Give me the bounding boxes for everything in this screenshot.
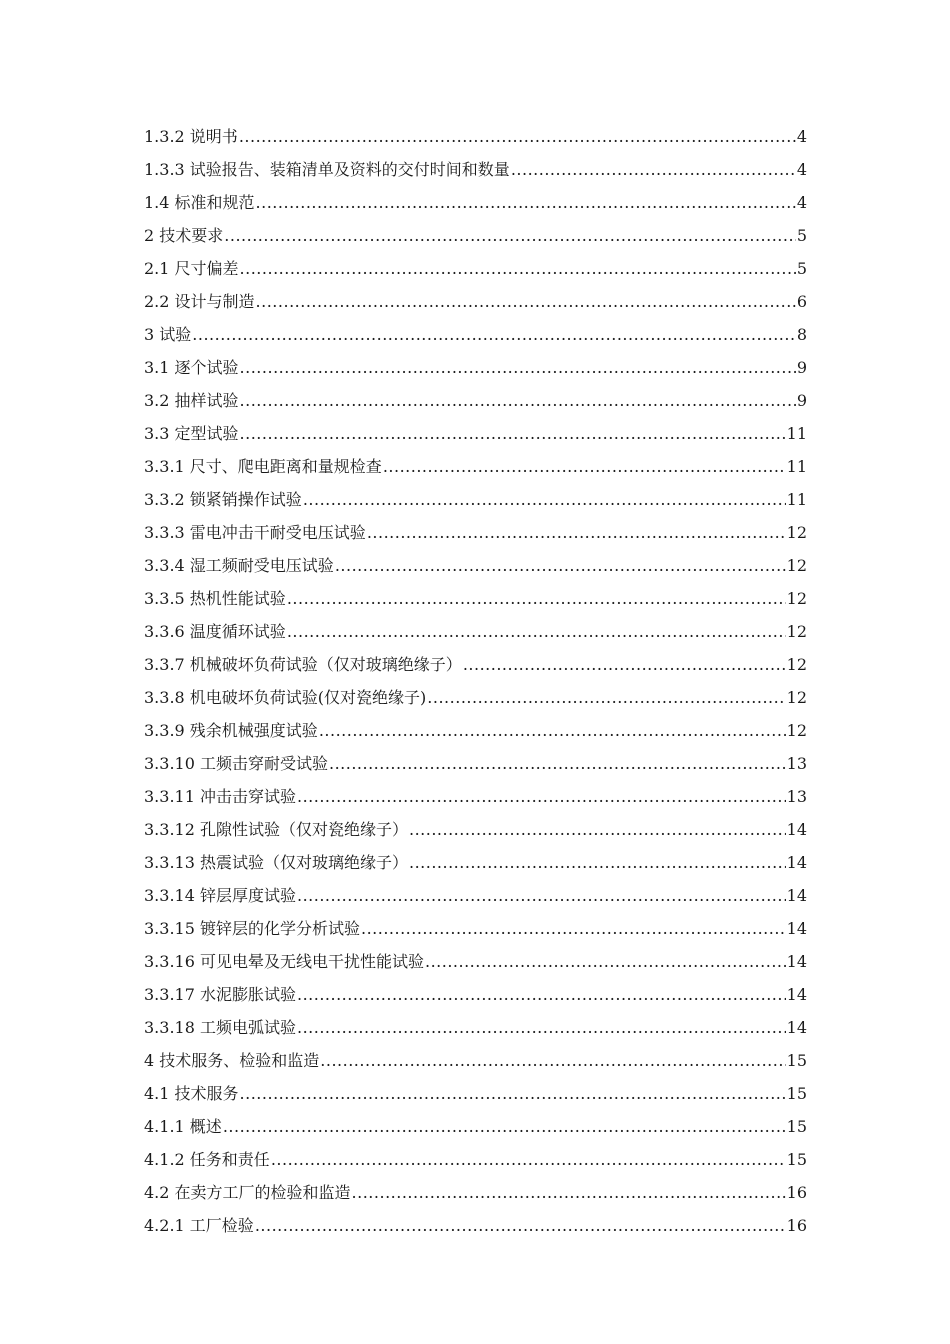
toc-dot-leader (463, 654, 786, 676)
toc-entry[interactable] (144, 1105, 807, 1138)
toc-entry-title: 3.3.18 工频电弧试验 (144, 1018, 296, 1037)
toc-dot-leader (297, 786, 786, 808)
toc-entry-page: 13 (786, 787, 807, 806)
toc-entry-page: 11 (786, 424, 807, 443)
toc-entry-title: 3.3.10 工频击穿耐受试验 (144, 754, 328, 773)
toc-entry-page: 4 (796, 193, 807, 212)
toc-entry[interactable] (144, 181, 807, 214)
toc-entry-page: 13 (786, 754, 807, 773)
toc-entry-title: 4.2.1 工厂检验 (144, 1216, 254, 1235)
toc-entry[interactable] (144, 412, 807, 445)
toc-dot-leader (256, 192, 796, 214)
toc-entry-title: 4 技术服务、检验和监造 (144, 1051, 320, 1070)
toc-entry-page: 12 (786, 721, 807, 740)
toc-dot-leader (409, 819, 786, 841)
toc-entry-title: 3.3.11 冲击击穿试验 (144, 787, 296, 806)
toc-entry[interactable] (144, 709, 807, 742)
toc-dot-leader (427, 687, 785, 709)
toc-dot-leader (239, 126, 796, 148)
toc-entry-title: 4.1.2 任务和责任 (144, 1150, 270, 1169)
toc-entry-page: 15 (786, 1150, 807, 1169)
toc-entry[interactable] (144, 478, 807, 511)
toc-entry-title: 3.3.8 机电破坏负荷试验(仅对瓷绝缘子) (144, 688, 427, 707)
toc-entry-page: 11 (786, 490, 807, 509)
toc-entry-page: 6 (796, 292, 807, 311)
toc-entry-page: 14 (786, 919, 807, 938)
toc-entry[interactable] (144, 1171, 807, 1204)
toc-entry[interactable] (144, 841, 807, 874)
toc-entry[interactable] (144, 544, 807, 577)
toc-entry-title: 1.3.3 试验报告、装箱清单及资料的交付时间和数量 (144, 160, 510, 179)
toc-dot-leader (287, 621, 786, 643)
toc-entry[interactable] (144, 973, 807, 1006)
toc-entry-title: 3.3.2 锁紧销操作试验 (144, 490, 302, 509)
toc-entry[interactable] (144, 1138, 807, 1171)
toc-dot-leader (409, 852, 786, 874)
toc-dot-leader (271, 1149, 786, 1171)
toc-entry[interactable] (144, 214, 807, 247)
toc-entry[interactable] (144, 115, 807, 148)
toc-dot-leader (297, 984, 786, 1006)
toc-entry[interactable] (144, 808, 807, 841)
toc-entry-title: 3.3 定型试验 (144, 424, 239, 443)
toc-entry[interactable] (144, 346, 807, 379)
table-of-contents (144, 115, 807, 1237)
toc-dot-leader (320, 1050, 785, 1072)
toc-entry[interactable] (144, 1072, 807, 1105)
toc-entry-page: 12 (786, 655, 807, 674)
toc-entry-title: 3.3.5 热机性能试验 (144, 589, 286, 608)
toc-dot-leader (224, 225, 796, 247)
toc-entry[interactable] (144, 907, 807, 940)
toc-dot-leader (240, 258, 796, 280)
toc-entry-title: 3.3.7 机械破坏负荷试验（仅对玻璃绝缘子） (144, 655, 462, 674)
toc-dot-leader (297, 1017, 786, 1039)
toc-dot-leader (192, 324, 796, 346)
toc-entry[interactable] (144, 775, 807, 808)
toc-entry[interactable] (144, 874, 807, 907)
toc-dot-leader (240, 390, 796, 412)
toc-entry-page: 5 (796, 259, 807, 278)
toc-entry[interactable] (144, 1006, 807, 1039)
toc-entry-title: 4.1.1 概述 (144, 1117, 222, 1136)
toc-dot-leader (240, 423, 786, 445)
toc-entry[interactable] (144, 445, 807, 478)
toc-dot-leader (240, 1083, 786, 1105)
toc-entry-page: 15 (786, 1117, 807, 1136)
toc-entry-page: 11 (786, 457, 807, 476)
toc-dot-leader (352, 1182, 786, 1204)
toc-dot-leader (297, 885, 786, 907)
toc-entry-title: 3.3.17 水泥膨胀试验 (144, 985, 296, 1004)
toc-entry-title: 3.3.6 温度循环试验 (144, 622, 286, 641)
toc-entry-page: 4 (796, 160, 807, 179)
toc-entry-title: 2.1 尺寸偏差 (144, 259, 239, 278)
toc-entry-page: 14 (786, 1018, 807, 1037)
toc-entry[interactable] (144, 148, 807, 181)
toc-entry[interactable] (144, 313, 807, 346)
toc-entry-title: 3.3.9 残余机械强度试验 (144, 721, 318, 740)
toc-entry-title: 1.4 标准和规范 (144, 193, 255, 212)
toc-entry-title: 4.2 在卖方工厂的检验和监造 (144, 1183, 351, 1202)
toc-entry[interactable] (144, 280, 807, 313)
toc-entry[interactable] (144, 610, 807, 643)
toc-entry-title: 3.3.16 可见电晕及无线电干扰性能试验 (144, 952, 424, 971)
toc-entry-page: 16 (786, 1183, 807, 1202)
toc-entry-page: 16 (786, 1216, 807, 1235)
toc-entry-page: 12 (786, 589, 807, 608)
toc-entry-page: 14 (786, 853, 807, 872)
toc-entry[interactable] (144, 742, 807, 775)
toc-dot-leader (287, 588, 786, 610)
toc-entry-title: 3.2 抽样试验 (144, 391, 239, 410)
toc-entry-page: 12 (786, 622, 807, 641)
toc-dot-leader (511, 159, 796, 181)
toc-entry-page: 15 (786, 1084, 807, 1103)
toc-entry[interactable] (144, 577, 807, 610)
toc-entry-page: 9 (796, 358, 807, 377)
toc-entry-page: 12 (786, 556, 807, 575)
toc-entry-title: 3.3.3 雷电冲击干耐受电压试验 (144, 523, 366, 542)
toc-entry-page: 5 (796, 226, 807, 245)
toc-entry[interactable] (144, 247, 807, 280)
toc-entry-title: 3.3.13 热震试验（仅对玻璃绝缘子） (144, 853, 408, 872)
toc-dot-leader (223, 1116, 786, 1138)
toc-dot-leader (255, 1215, 786, 1237)
toc-entry[interactable] (144, 1204, 807, 1237)
toc-entry[interactable] (144, 643, 807, 676)
toc-entry[interactable] (144, 511, 807, 544)
toc-entry-page: 14 (786, 886, 807, 905)
toc-dot-leader (383, 456, 786, 478)
toc-entry[interactable] (144, 379, 807, 412)
toc-entry-page: 14 (786, 985, 807, 1004)
toc-entry[interactable] (144, 676, 807, 709)
toc-dot-leader (329, 753, 786, 775)
toc-entry-title: 3.1 逐个试验 (144, 358, 239, 377)
toc-dot-leader (335, 555, 786, 577)
toc-entry-title: 3.3.14 锌层厚度试验 (144, 886, 296, 905)
toc-entry-title: 3.3.1 尺寸、爬电距离和量规检查 (144, 457, 382, 476)
toc-dot-leader (319, 720, 786, 742)
toc-entry-title: 3.3.15 镀锌层的化学分析试验 (144, 919, 360, 938)
toc-entry-title: 3.3.4 湿工频耐受电压试验 (144, 556, 334, 575)
toc-entry-title: 3.3.12 孔隙性试验（仅对瓷绝缘子） (144, 820, 408, 839)
toc-entry-page: 12 (786, 523, 807, 542)
toc-entry-page: 14 (786, 952, 807, 971)
toc-entry-title: 3 试验 (144, 325, 192, 344)
toc-entry-page: 12 (786, 688, 807, 707)
toc-entry-page: 15 (786, 1051, 807, 1070)
toc-entry[interactable] (144, 940, 807, 973)
toc-entry-page: 9 (796, 391, 807, 410)
toc-dot-leader (425, 951, 786, 973)
toc-entry-title: 2 技术要求 (144, 226, 224, 245)
toc-dot-leader (361, 918, 786, 940)
toc-dot-leader (256, 291, 796, 313)
toc-entry[interactable] (144, 1039, 807, 1072)
toc-entry-title: 4.1 技术服务 (144, 1084, 239, 1103)
toc-entry-title: 2.2 设计与制造 (144, 292, 255, 311)
toc-entry-page: 8 (796, 325, 807, 344)
toc-dot-leader (240, 357, 796, 379)
toc-entry-page: 14 (786, 820, 807, 839)
toc-entry-page: 4 (796, 127, 807, 146)
toc-dot-leader (303, 489, 786, 511)
toc-entry-title: 1.3.2 说明书 (144, 127, 238, 146)
toc-dot-leader (367, 522, 786, 544)
